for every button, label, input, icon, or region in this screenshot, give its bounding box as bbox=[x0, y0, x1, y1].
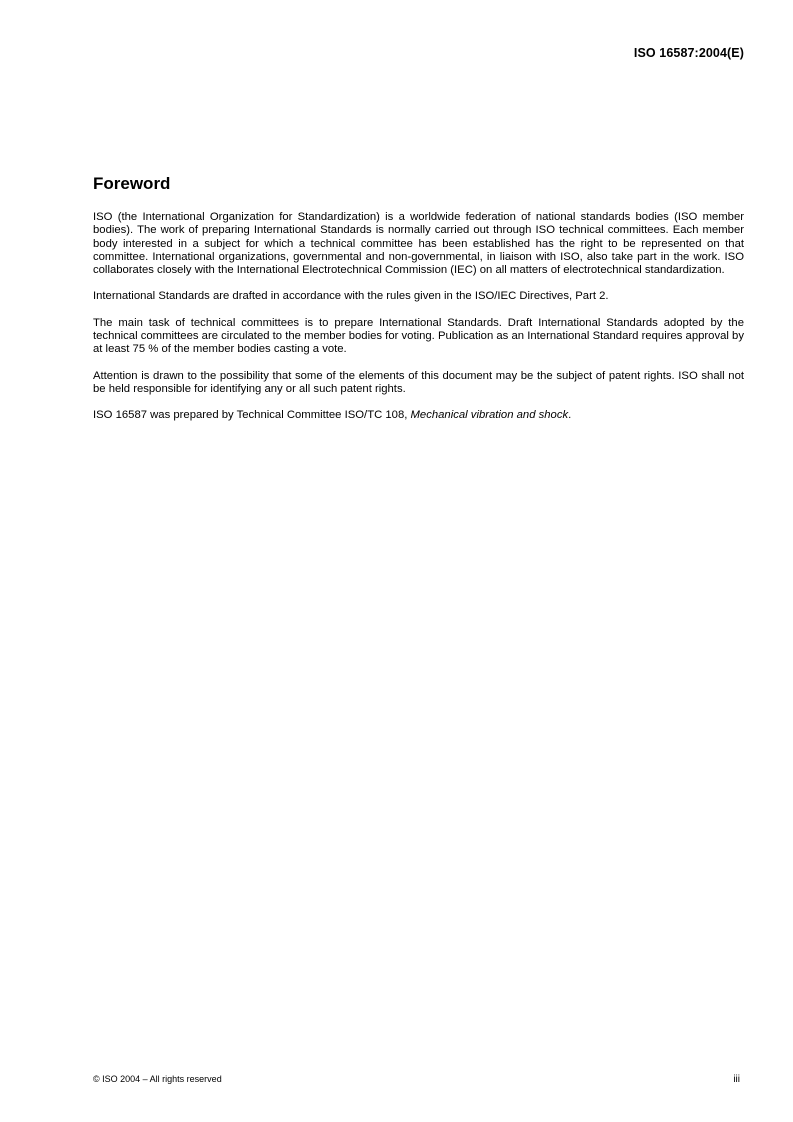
paragraph-iso-federation: ISO (the International Organization for Standardization) is a worldwide federation of national standards bodies (ISO member bodies). The work of preparing International Standards is normally carried out through ISO technical committees. Each member body interested in a subject for which a technical committee has been established has the right to be represented on that committee. International organizations, governmental and non-governmental, in liaison with ISO, also take part in the work. ISO collaborates closely with the International Electrotechnical Commission (IEC) on all matters of electrotechnical standardization. bbox=[93, 211, 744, 277]
page-number: iii bbox=[733, 1074, 740, 1085]
prepared-by-suffix: . bbox=[568, 409, 572, 422]
paragraph-prepared-by bbox=[93, 409, 744, 422]
document-id: ISO 16587:2004(E) bbox=[633, 46, 744, 60]
foreword-section bbox=[93, 174, 744, 436]
copyright-notice: © ISO 2004 – All rights reserved bbox=[93, 1074, 222, 1084]
page-title: Foreword bbox=[93, 174, 171, 193]
paragraph-patent-rights: Attention is drawn to the possibility that some of the elements of this document may be the subject of patent rights. ISO shall not be held responsible for identifying any or all such patent rights. bbox=[93, 369, 744, 395]
paragraph-directives: International Standards are drafted in accordance with the rules given in the ISO/IEC Directives, Part 2. bbox=[93, 290, 609, 303]
prepared-by-prefix: ISO 16587 was prepared by Technical Committee ISO/TC 108, bbox=[93, 409, 411, 422]
paragraph-technical-committees: The main task of technical committees is to prepare International Standards. Draft International Standards adopted by the technical committees are circulated to the member bodies for voting. Publication as an International Standard requires approval by at least 75 % of the member bodies casting a vote. bbox=[93, 316, 744, 356]
committee-title: Mechanical vibration and shock bbox=[410, 409, 569, 422]
